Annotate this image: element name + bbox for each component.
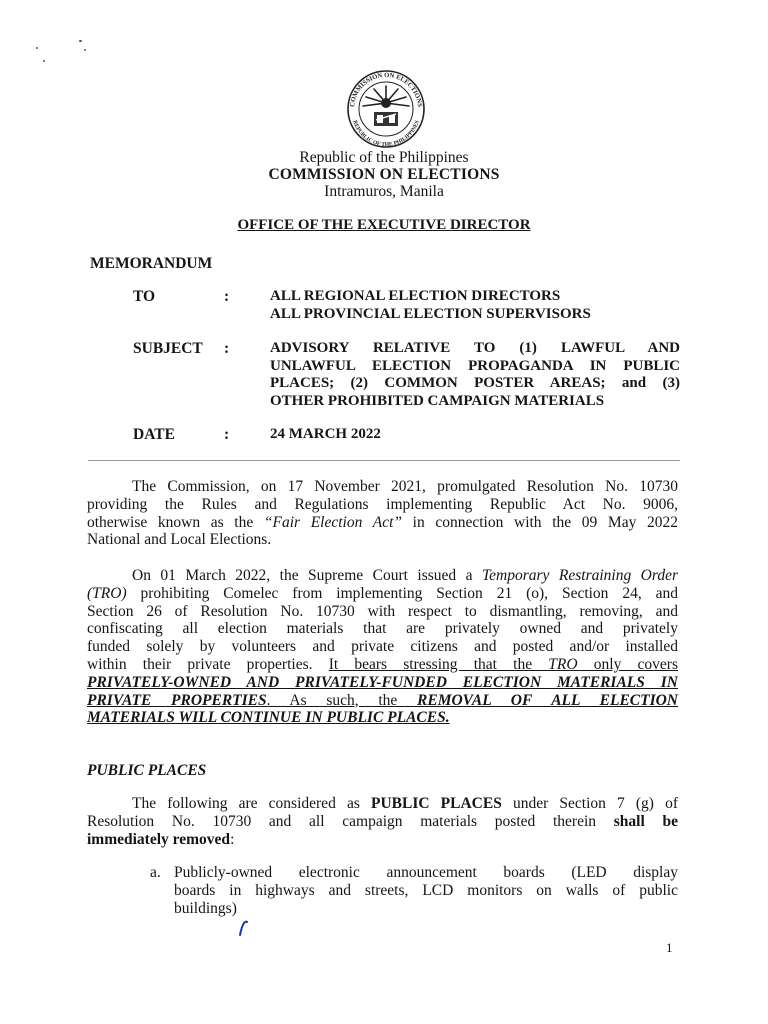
subject-text bbox=[270, 340, 680, 410]
date-label: DATE bbox=[133, 426, 175, 443]
paragraph-line: The Commission, on 17 November 2021, promulgated Resolution No. 10730 bbox=[132, 478, 678, 495]
subject-line: ADVISORY RELATIVE TO (1) LAWFUL AND bbox=[270, 340, 680, 356]
divider-line bbox=[88, 460, 680, 461]
paragraph-line: confiscating all election materials that are privately owned and privately bbox=[87, 620, 678, 638]
list-item-text bbox=[174, 864, 678, 917]
paragraph-public-places bbox=[87, 795, 678, 848]
scan-speck bbox=[43, 60, 45, 62]
svg-text:REPUBLIC OF THE PHILIPPINES: REPUBLIC OF THE PHILIPPINES bbox=[351, 119, 421, 148]
pen-mark bbox=[236, 918, 250, 938]
date-value: 24 MARCH 2022 bbox=[270, 426, 381, 442]
paragraph-line: The following are considered as PUBLIC PLACES under Section 7 (g) of bbox=[132, 795, 679, 812]
to-recipient-line: ALL REGIONAL ELECTION DIRECTORS bbox=[270, 288, 561, 304]
scan-speck bbox=[36, 47, 38, 49]
list-item-line: buildings) bbox=[174, 899, 237, 917]
list-item-line: boards in highways and streets, LCD monitors on walls of public bbox=[174, 881, 678, 899]
office-title: OFFICE OF THE EXECUTIVE DIRECTOR bbox=[237, 217, 531, 233]
paragraph-line: funded solely by volunteers and private citizens and posted and/or installed bbox=[87, 638, 678, 656]
comelec-seal-logo bbox=[336, 70, 436, 148]
paragraph-line: within their private properties. It bears stressing that the TRO only covers bbox=[87, 655, 678, 673]
paragraph-line: MATERIALS WILL CONTINUE IN PUBLIC PLACES. bbox=[87, 709, 450, 727]
paragraph-line: National and Local Elections. bbox=[87, 531, 272, 549]
subject-label: SUBJECT bbox=[133, 340, 203, 357]
header-location: Intramuros, Manila bbox=[324, 183, 444, 200]
memorandum-title: MEMORANDUM bbox=[90, 255, 213, 272]
header-republic: Republic of the Philippines bbox=[299, 149, 469, 166]
paragraph-line: On 01 March 2022, the Supreme Court issued a Temporary Restraining Order bbox=[132, 567, 678, 584]
scan-speck bbox=[84, 49, 86, 51]
list-item-marker: a. bbox=[150, 864, 161, 881]
paragraph-line: PRIVATE PROPERTIES. As such, the REMOVAL OF ALL ELECTION bbox=[87, 691, 679, 709]
paragraph-line: providing the Rules and Regulations implementing Republic Act No. 9006, bbox=[87, 495, 678, 513]
date-colon: : bbox=[224, 426, 230, 443]
paragraph-resolution bbox=[87, 478, 678, 549]
to-recipient-line: ALL PROVINCIAL ELECTION SUPERVISORS bbox=[270, 305, 591, 322]
header-commission: COMMISSION ON ELECTIONS bbox=[268, 166, 500, 183]
section-heading-public-places: PUBLIC PLACES bbox=[87, 762, 207, 779]
paragraph-line: immediately removed: bbox=[87, 830, 235, 848]
page-number: 1 bbox=[666, 940, 673, 955]
subject-line: OTHER PROHIBITED CAMPAIGN MATERIALS bbox=[270, 392, 605, 409]
to-label: TO bbox=[133, 288, 156, 305]
to-recipients bbox=[270, 288, 680, 323]
paragraph-line: (TRO) prohibiting Comelec from implementing Section 21 (o), Section 24, and bbox=[87, 584, 678, 602]
paragraph-line: Section 26 of Resolution No. 10730 with respect to dismantling, removing, and bbox=[87, 602, 678, 620]
subject-line: PLACES; (2) COMMON POSTER AREAS; and (3) bbox=[270, 375, 680, 391]
paragraph-tro bbox=[87, 567, 678, 727]
subject-line: UNLAWFUL ELECTION PROPAGANDA IN PUBLIC bbox=[270, 357, 680, 374]
scan-speck bbox=[79, 40, 82, 42]
paragraph-line: otherwise known as the “Fair Election Act” in connection with the 09 May 2022 bbox=[87, 513, 678, 531]
paragraph-line: Resolution No. 10730 and all campaign materials posted therein shall be bbox=[87, 812, 679, 830]
list-item-line: Publicly-owned electronic announcement boards (LED display bbox=[174, 864, 678, 881]
paragraph-line: PRIVATELY-OWNED AND PRIVATELY-FUNDED ELECTION MATERIALS IN bbox=[87, 673, 678, 691]
svg-text:COMMISSION ON ELECTIONS: COMMISSION ON ELECTIONS bbox=[349, 71, 423, 108]
to-colon: : bbox=[224, 288, 230, 305]
subject-colon: : bbox=[224, 340, 230, 357]
